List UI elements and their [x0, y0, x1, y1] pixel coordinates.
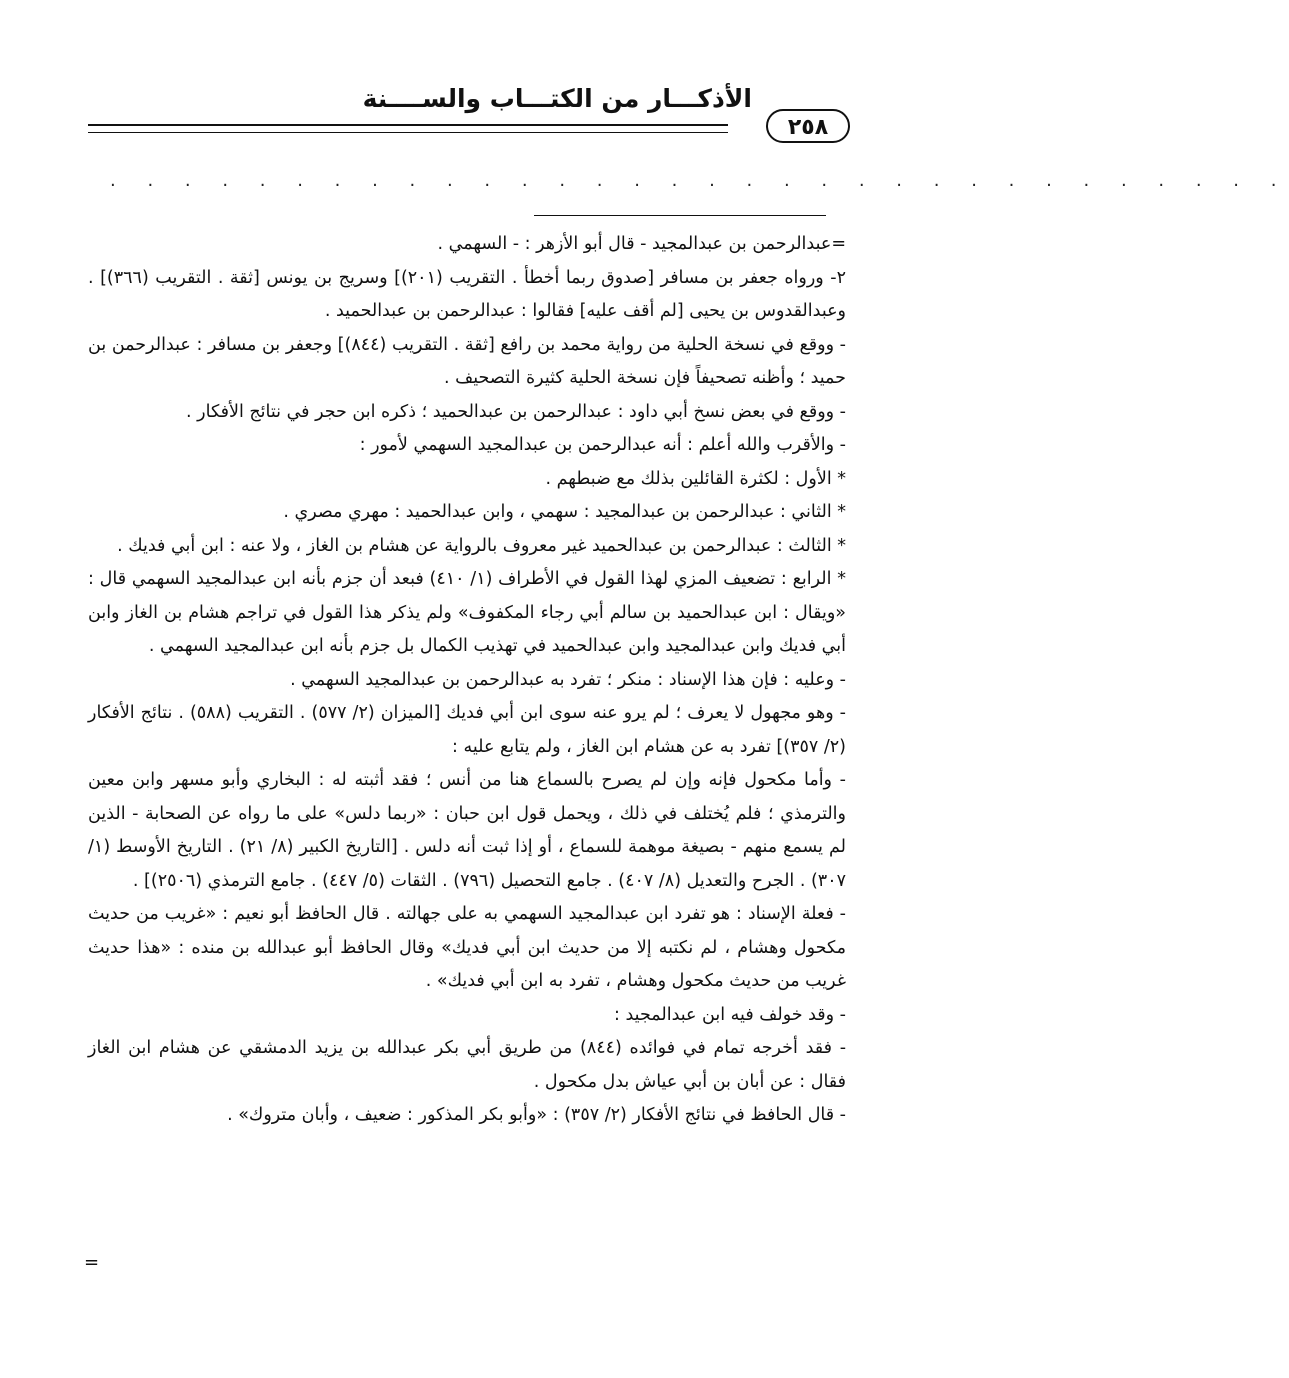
footnote-paragraph: - وعليه : فإن هذا الإسناد : منكر ؛ تفرد به عبدالرحمن بن عبدالمجيد السهمي .	[290, 669, 846, 690]
separator-dots: . . . . . . . . . . . . . . . . . . . . . . . . . . . . . . . .	[110, 170, 1289, 191]
continuation-mark: =	[84, 1252, 100, 1273]
footnote-paragraph: - وهو مجهول لا يعرف ؛ لم يرو عنه سوى ابن أبي فديك [الميزان (٢/ ٥٧٧) . التقريب (٥٨٨) . نتائج الأفكار (٢/ ٣٥٧)] تفرد به عن هشام ابن الغاز ، ولم يتابع عليه :	[88, 703, 846, 757]
footnote-paragraph: * الثاني : عبدالرحمن بن عبدالمجيد : سهمي ، وابن عبدالحميد : مهري مصري .	[283, 502, 846, 522]
footnote-rule	[534, 215, 826, 216]
footnote-paragraph: ٢- ورواه جعفر بن مسافر [صدوق ربما أخطأ . التقريب (٢٠١)] وسريج بن يونس [ثقة . التقريب (٣٦٦)] . وعبدالقدوس بن يحيى [لم أقف عليه] فقالوا : عبدالرحمن بن عبدالحميد .	[88, 267, 846, 321]
footnote-paragraph: - فقد أخرجه تمام في فوائده (٨٤٤) من طريق أبي بكر عبدالله بن يزيد الدمشقي عن هشام ابن الغاز فقال : عن أبان بن أبي عياش بدل مكحول .	[88, 1038, 847, 1092]
header-rule	[88, 124, 728, 133]
footnote-paragraph: =عبدالرحمن بن عبدالمجيد - قال أبو الأزهر : - السهمي .	[437, 234, 846, 254]
footnote-paragraph: * الثالث : عبدالرحمن بن عبدالحميد غير معروف بالرواية عن هشام بن الغاز ، ولا عنه : ابن أبي فديك .	[117, 535, 846, 556]
footnote-paragraph: - وأما مكحول فإنه وإن لم يصرح بالسماع هنا من أنس ؛ فقد أثبته له : البخاري وأبو مسهر وابن معين والترمذي ؛ فلم يُختلف في ذلك ، ويحمل قول ابن حبان : «ربما دلس» على ما رواه عن الصحابة - الذين لم يسمع منهم - بصيغة موهمة للسماع ، أو إذا ثبت أنه دلس . [التاريخ الكبير (٨/ ٢١) . التاريخ الأوسط (١/ ٣٠٧) . الجرح والتعديل (٨/ ٤٠٧) . جامع التحصيل (٧٩٦) . الثقات (٥/ ٤٤٧) . جامع الترمذي (٢٥٠٦)] .	[88, 770, 846, 891]
running-title: الأذكـــار من الكتـــاب والســــنة	[362, 84, 752, 113]
footnote-paragraph: - ووقع في بعض نسخ أبي داود : عبدالرحمن بن عبدالحميد ؛ ذكره ابن حجر في نتائج الأفكار .	[186, 401, 846, 422]
footnotes-body	[88, 228, 846, 1133]
footnote-paragraph: - والأقرب والله أعلم : أنه عبدالرحمن بن عبدالمجيد السهمي لأمور :	[359, 435, 846, 455]
page-number: ٢٥٨	[766, 109, 850, 143]
page-header	[82, 82, 850, 148]
footnote-paragraph: * الأول : لكثرة القائلين بذلك مع ضبطهم .	[545, 468, 846, 489]
footnote-paragraph: - قال الحافظ في نتائج الأفكار (٢/ ٣٥٧) : «وأبو بكر المذكور : ضعيف ، وأبان متروك» .	[227, 1105, 846, 1125]
footnote-paragraph: - فعلة الإسناد : هو تفرد ابن عبدالمجيد السهمي به على جهالته . قال الحافظ أبو نعيم : «غريب من حديث مكحول وهشام ، لم نكتبه إلا من حديث ابن أبي فديك» وقال الحافظ أبو عبدالله بن منده : «هذا حديث غريب من حديث مكحول وهشام ، تفرد به ابن أبي فديك» .	[88, 904, 846, 991]
footnote-paragraph: - ووقع في نسخة الحلية من رواية محمد بن رافع [ثقة . التقريب (٨٤٤)] وجعفر بن مسافر : عبدالرحمن بن حميد ؛ وأظنه تصحيفاً فإن نسخة الحلية كثيرة التصحيف .	[88, 334, 846, 388]
footnote-paragraph: - وقد خولف فيه ابن عبدالمجيد :	[614, 1004, 846, 1025]
footnote-paragraph: * الرابع : تضعيف المزي لهذا القول في الأطراف (١/ ٤١٠) فبعد أن جزم بأنه ابن عبدالمجيد السهمي قال : «ويقال : ابن عبدالحميد بن سالم أبي رجاء المكفوف» ولم يذكر هذا القول في تراجم هشام بن الغاز وابن أبي فديك وابن عبدالمجيد وابن عبدالحميد في تهذيب الكمال بل جزم بأنه ابن عبدالمجيد السهمي .	[88, 569, 846, 656]
